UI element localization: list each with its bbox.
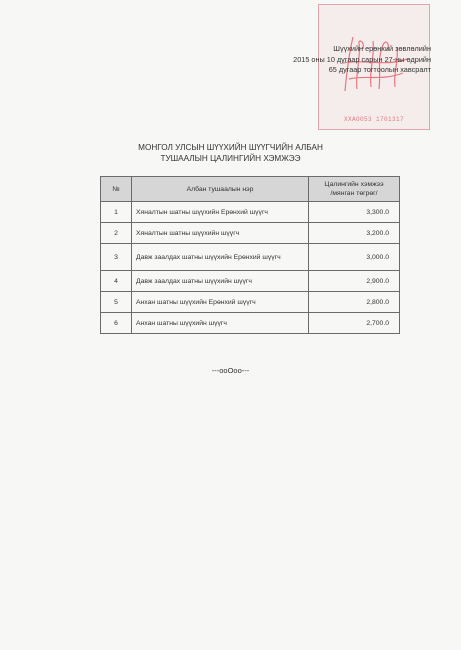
row-salary: 2,800.0: [309, 292, 400, 313]
approval-note: [221, 44, 431, 76]
header-position: Албан тушаалын нэр: [132, 177, 309, 202]
table-row: [101, 292, 400, 313]
approval-line: 65 дугаар тогтоолын хавсралт: [328, 65, 431, 74]
row-salary: 3,200.0: [309, 223, 400, 244]
approval-line: 2015 оны 10 дугаар сарын 27-ны өдрийн: [293, 54, 431, 64]
row-position: Давж заалдах шатны шүүхийн Ерөнхий шүүгч: [132, 244, 309, 271]
table-row: [101, 244, 400, 271]
row-position: Анхан шатны шүүхийн Ерөнхий шүүгч: [132, 292, 309, 313]
table-header-row: [101, 177, 400, 202]
approval-line: Шүүхийн ерөнхий зөвлөлийн: [333, 44, 431, 53]
row-number: 6: [101, 313, 132, 334]
table-row: [101, 271, 400, 292]
header-salary: [309, 177, 400, 202]
title-line: ТУШААЛЫН ЦАЛИНГИЙН ХЭМЖЭЭ: [160, 154, 301, 163]
row-salary: 3,300.0: [309, 202, 400, 223]
page-title: [0, 142, 461, 164]
row-number: 3: [101, 244, 132, 271]
header-salary-line: /мянган төгрөг/: [330, 190, 378, 197]
table-row: [101, 313, 400, 334]
row-salary: 3,000.0: [309, 244, 400, 271]
row-number: 2: [101, 223, 132, 244]
row-position: Хяналтын шатны шүүхийн Ерөнхий шүүгч: [132, 202, 309, 223]
table-row: [101, 202, 400, 223]
row-number: 5: [101, 292, 132, 313]
header-number: №: [101, 177, 132, 202]
salary-table: [100, 176, 400, 334]
table-row: [101, 223, 400, 244]
row-salary: 2,900.0: [309, 271, 400, 292]
row-number: 1: [101, 202, 132, 223]
row-position: Хяналтын шатны шүүхийн шүүгч: [132, 223, 309, 244]
row-position: Давж заалдах шатны шүүхийн шүүгч: [132, 271, 309, 292]
document-end-mark: ---ooOoo---: [211, 366, 250, 375]
row-number: 4: [101, 271, 132, 292]
title-line: МОНГОЛ УЛСЫН ШҮҮХИЙН ШҮҮГЧИЙН АЛБАН: [138, 143, 323, 152]
header-salary-line: Цалингийн хэмжээ: [324, 181, 384, 188]
stamp-number: ХХАОО53 1701317: [343, 116, 404, 123]
row-salary: 2,700.0: [309, 313, 400, 334]
row-position: Анхан шатны шүүхийн шүүгч: [132, 313, 309, 334]
